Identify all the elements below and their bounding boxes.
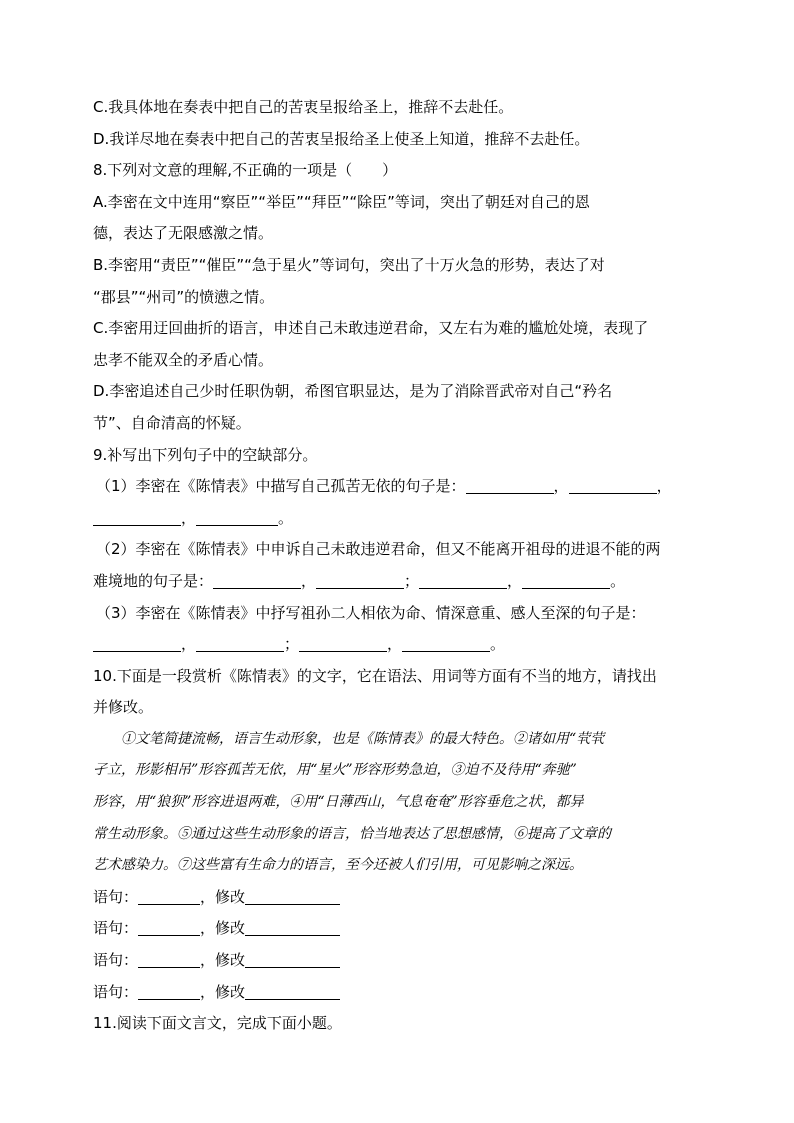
q9-part1-prompt: （1）李密在《陈情表》中描写自己孤苦无依的句子是： xyxy=(96,477,466,496)
answer-blank[interactable] xyxy=(402,635,490,652)
option-c-q8-line2: 忠孝不能双全的矛盾心情。 xyxy=(93,350,274,369)
revision-label: 语句： xyxy=(93,951,139,970)
question-9-part2-cont xyxy=(93,566,703,598)
revision-label: 语句： xyxy=(93,919,139,938)
option-d-q8-line1: D.李密追述自己少时任职伪朝，希图官职显达，是为了消除晋武帝对自己“矜名 xyxy=(93,382,613,401)
sentence-number-blank[interactable] xyxy=(138,951,200,968)
punctuation: 。 xyxy=(278,508,294,527)
revision-blank[interactable] xyxy=(245,951,340,968)
revision-sep: ，修改 xyxy=(200,951,246,970)
punctuation: ， xyxy=(656,477,672,496)
answer-blank[interactable] xyxy=(93,509,181,526)
punctuation: ， xyxy=(553,477,569,496)
option-c-q8-line1: C.李密用迂回曲折的语言，申述自己未敢违逆君命，又左右为难的尴尬处境，表现了 xyxy=(93,319,649,338)
answer-blank[interactable] xyxy=(316,572,404,589)
answer-blank[interactable] xyxy=(419,572,507,589)
question-8-stem: 8.下列对文意的理解,不正确的一项是（ ） xyxy=(93,161,398,180)
answer-blank[interactable] xyxy=(93,635,181,652)
answer-blank[interactable] xyxy=(569,477,657,494)
passage-line: 常生动形象。⑤通过这些生动形象的语言，恰当地表达了思想感情，⑥提高了文章的 xyxy=(93,825,611,842)
punctuation: ， xyxy=(181,508,197,527)
question-9-part1-cont xyxy=(93,503,703,535)
answer-blank[interactable] xyxy=(466,477,554,494)
punctuation: ， xyxy=(387,635,403,654)
revision-blank[interactable] xyxy=(245,888,340,905)
revision-sep: ，修改 xyxy=(200,887,246,906)
revision-blank[interactable] xyxy=(245,919,340,936)
punctuation: ， xyxy=(301,571,317,590)
punctuation: ； xyxy=(284,635,300,654)
revision-row xyxy=(93,882,703,914)
question-11-stem: 11.阅读下面文言文，完成下面小题。 xyxy=(93,1014,342,1033)
question-10-stem-line2: 并修改。 xyxy=(93,698,154,717)
question-9-part3-cont xyxy=(93,629,703,661)
question-9-stem: 9.补写出下列句子中的空缺部分。 xyxy=(93,445,318,464)
revision-sep: ，修改 xyxy=(200,982,246,1001)
punctuation: ； xyxy=(404,571,420,590)
option-b-q8-line2: “郡县”“州司”的愤懑之情。 xyxy=(93,287,275,306)
answer-blank[interactable] xyxy=(299,635,387,652)
revision-blank[interactable] xyxy=(245,983,340,1000)
answer-blank[interactable] xyxy=(213,572,301,589)
q9-part2-prompt: 难境地的句子是： xyxy=(93,571,214,590)
answer-blank[interactable] xyxy=(196,635,284,652)
question-9-part2: （2）李密在《陈情表》中申诉自己未敢违逆君命，但又不能离开祖母的进退不能的两 xyxy=(96,540,661,559)
option-b-q8-line1: B.李密用“责臣”“催臣”“急于星火”等词句，突出了十万火急的形势，表达了对 xyxy=(93,255,605,274)
sentence-number-blank[interactable] xyxy=(138,983,200,1000)
passage-line: 孑立，形影相吊”形容孤苦无依，用“星火”形容形势急迫，③迫不及待用“奔驰” xyxy=(93,762,577,779)
document-page xyxy=(93,92,703,1040)
revision-row xyxy=(93,913,703,945)
option-a-q8-line1: A.李密在文中连用“察臣”“举臣”“拜臣”“除臣”等词，突出了朝廷对自己的恩 xyxy=(93,192,590,211)
punctuation: ， xyxy=(507,571,523,590)
revision-row xyxy=(93,977,703,1009)
question-9-part1 xyxy=(93,471,703,503)
option-a-q8-line2: 德，表达了无限感激之情。 xyxy=(93,224,274,243)
option-c-q7: C.我具体地在奏表中把自己的苦衷呈报给圣上，推辞不去赴任。 xyxy=(93,98,514,116)
passage-line: ①文笔简捷流畅，语言生动形象，也是《陈情表》的最大特色。②诸如用“茕茕 xyxy=(121,730,605,747)
punctuation: ， xyxy=(181,635,197,654)
question-9-part3: （3）李密在《陈情表》中抒写祖孙二人相依为命、情深意重、感人至深的句子是： xyxy=(96,603,646,622)
revision-row xyxy=(93,945,703,977)
option-d-q8-line2: 节”、自命清高的怀疑。 xyxy=(93,413,251,432)
answer-blank[interactable] xyxy=(196,509,278,526)
sentence-number-blank[interactable] xyxy=(138,919,200,936)
sentence-number-blank[interactable] xyxy=(138,888,200,905)
option-d-q7: D.我详尽地在奏表中把自己的苦衷呈报给圣上使圣上知道，推辞不去赴任。 xyxy=(93,129,590,148)
revision-label: 语句： xyxy=(93,982,139,1001)
punctuation: 。 xyxy=(610,571,626,590)
question-10-stem-line1: 10.下面是一段赏析《陈情表》的文字，它在语法、用词等方面有不当的地方，请找出 xyxy=(93,666,657,685)
revision-sep: ，修改 xyxy=(200,919,246,938)
answer-blank[interactable] xyxy=(522,572,610,589)
revision-label: 语句： xyxy=(93,887,139,906)
passage-line: 艺术感染力。⑦这些富有生命力的语言，至今还被人们引用，可见影响之深远。 xyxy=(93,857,583,874)
passage-line: 形容，用“狼狈”形容进退两难，④用“日薄西山，气息奄奄”形容垂危之状，都异 xyxy=(93,794,584,811)
punctuation: 。 xyxy=(490,635,506,654)
